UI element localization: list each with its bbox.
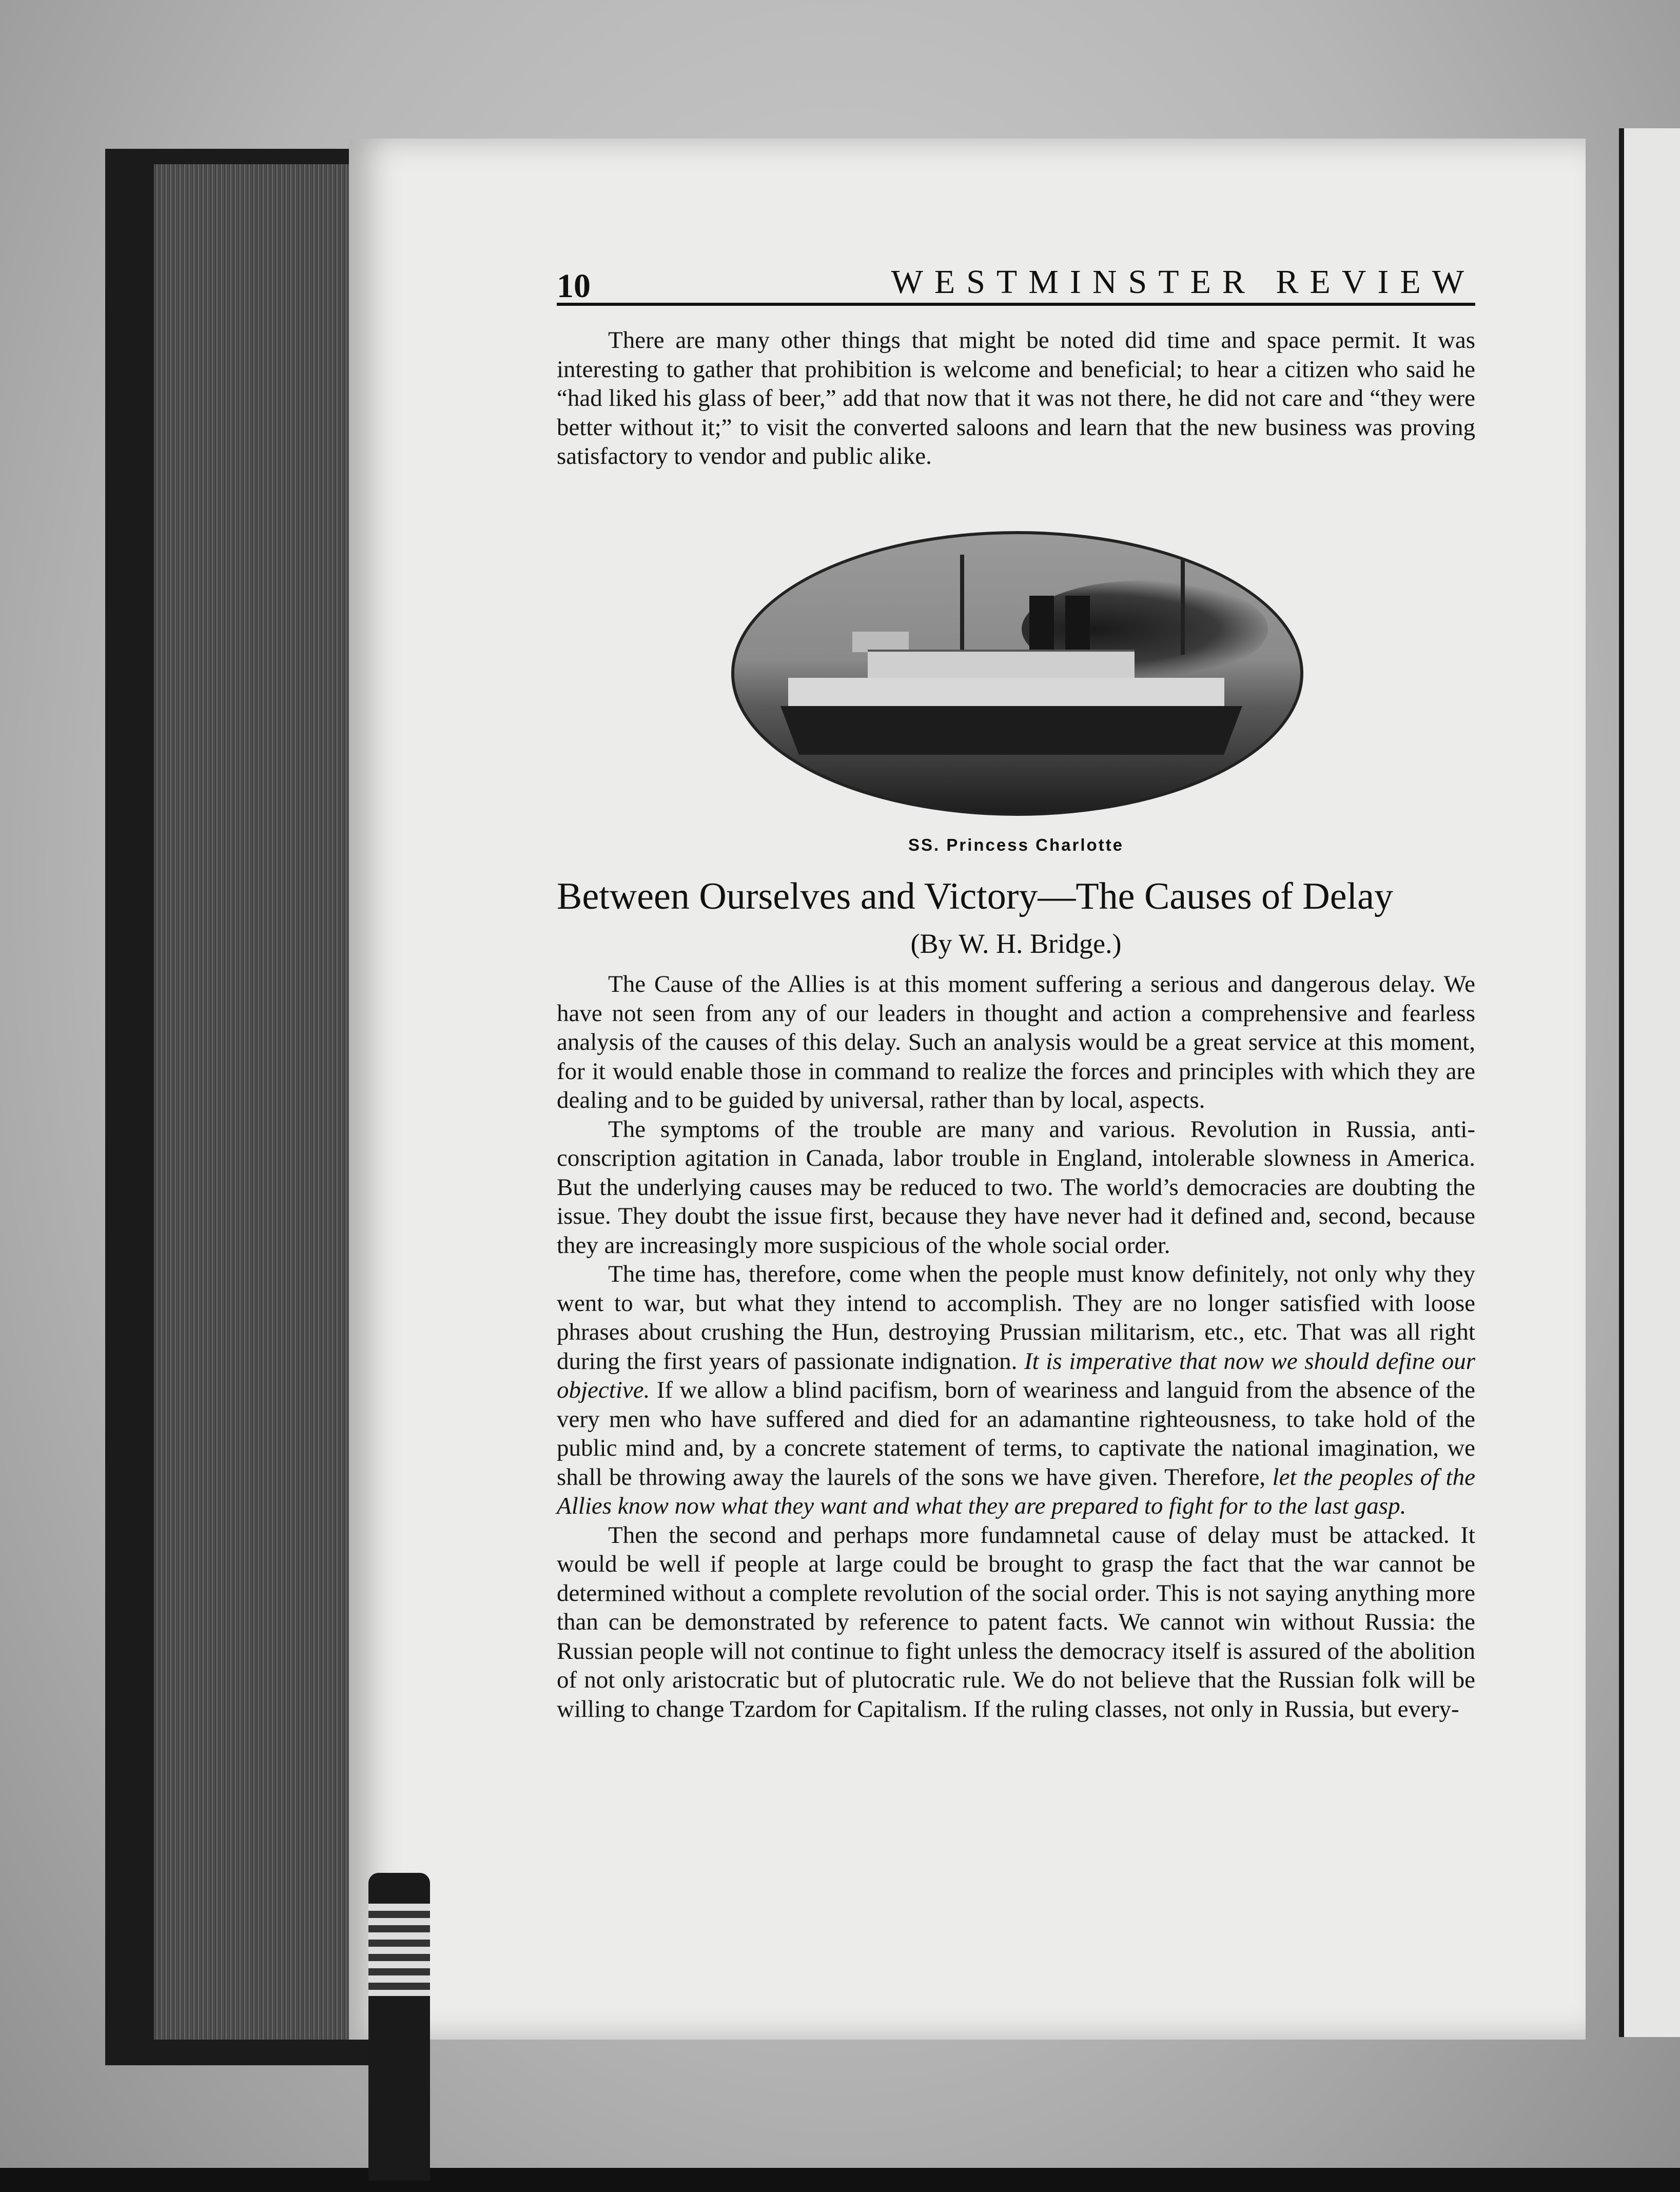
paragraph-text: The time has, therefore, come when the people must know definitely, not only why they went to war, but what they intend to accomplish. They are no longer satisfied with loose phrases about crushing the Hun, destroying Prussian militarism, etc., etc. That was all right during the first years of passionate indignation. [557, 1261, 1475, 1375]
ship-mast [1181, 544, 1185, 655]
article-byline: (By W. H. Bridge.) [910, 928, 1122, 959]
article-paragraph: The Cause of the Allies is at this moment suffering a serious and dangerous delay. We have not seen from any of our leaders in thought and action a comprehensive and fearless analysis of the causes of this delay. Such an analysis would be a great service at this moment, for it would enable those in command to realize the forces and principles with which they are dealing and to be guided by universal, rather than by local, aspects. [557, 971, 1475, 1113]
article-paragraph [557, 1260, 1475, 1521]
photo-caption: SS. Princess Charlotte [908, 835, 1124, 854]
ship-upper-hull [788, 678, 1224, 711]
film-edge [0, 2168, 1680, 2192]
italic-text: let the peoples of the Allies know now what they want and what they are prepared to fight for to the last gasp. [557, 1463, 1475, 1519]
article-title: Between Ourselves and Victory—The Causes of Delay [557, 875, 1393, 917]
article-paragraph: The symptoms of the trouble are many and various. Revolution in Russia, anti-conscription agitation in Canada, labor trouble in England, intolerable slowness in America. But the underlying causes may be reduced to two. The world’s democracies are doubting the issue. They doubt the issue first, because they have never had it defined and, second, because they are increasingly more suspicious of the whole social order. [557, 1115, 1475, 1259]
ship-bridge [852, 632, 909, 652]
ship-deck [868, 650, 1135, 680]
ship-funnel [1065, 596, 1090, 652]
article-paragraph: Then the second and perhaps more fundamnetal cause of delay must be attacked. It would be well if people at large could be brought to grasp the fact that the war cannot be determined without a complete revolution of the social order. This is not saying anything more than can be demonstrated by reference to patent facts. We cannot win without Russia: the Russian people will not continue to fight unless the democracy itself is assured of the abolition of not only aristocratic but of plutocratic rule. We do not believe that the Russian folk will be willing to change Tzardom for Capitalism. If the ruling classes, not only in Russia, but every- [557, 1521, 1475, 1723]
italic-text: It is imperative that now we should define our objective. [557, 1347, 1475, 1403]
ship-funnel [1029, 596, 1054, 652]
intro-paragraph: There are many other things that might be noted did time and space permit. It was interesting to gather that prohibition is welcome and beneficial; to hear a citizen who said he “had liked his glass of beer,” add that now that it was not there, he did not care and “they were better without it;” to visit the converted saloons and learn that the new business was proving satisfactory to vendor and public alike. [557, 327, 1475, 469]
ship-mast [960, 555, 964, 652]
pencil-band [368, 1904, 430, 1996]
intro-text [557, 326, 1475, 471]
page-edges [154, 164, 380, 2040]
facing-page-edge [1619, 128, 1680, 2037]
ship-hull [780, 706, 1242, 755]
ship-photo [731, 531, 1303, 816]
oval-photo-frame [731, 531, 1303, 816]
paragraph-text: If we allow a blind pacifism, born of weariness and languid from the absence of the very men who have suffered and died for an adamantine righteousness, to take hold of the public mind and, by a concrete statement of terms, to captivate the national imagination, we shall be throwing away the laurels of the sons we have given. Therefore, [557, 1377, 1475, 1491]
page-header [557, 257, 1475, 306]
running-head: WESTMINSTER REVIEW [891, 263, 1475, 301]
pencil [368, 1873, 430, 2181]
page-number: 10 [557, 267, 591, 305]
article-body [557, 970, 1475, 1724]
